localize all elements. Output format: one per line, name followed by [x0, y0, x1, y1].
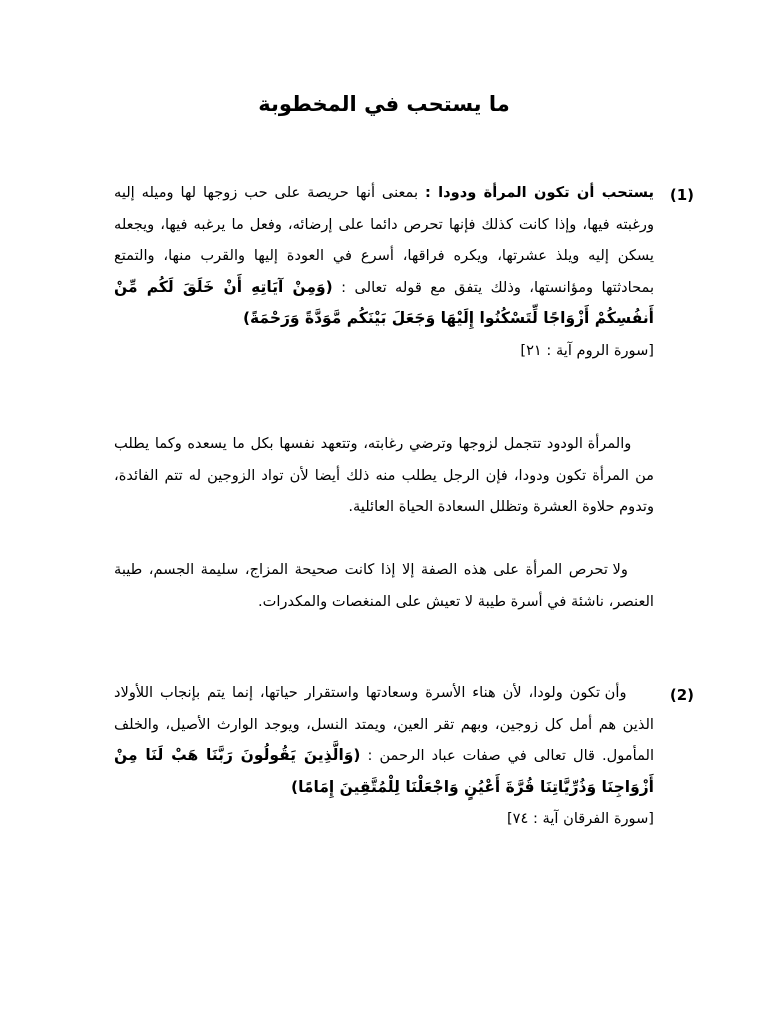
item-text: بمعنى أنها حريصة على حب زوجها لها وميله إليه ورغبته فيها، وإذا كانت كذلك فإنها تحرص دائما على إرضائه، وفعل ما يرغبه فيها، ويجعله يسكن إليه ويلذ عشرتها، ويكره فراقها، أسرع في العودة إليها والقرب منها، والتمتع بمحادثتها ومؤانستها، وذلك يتفق مع قوله تعالى : — [114, 184, 655, 296]
quran-verse: (وَالَّذِينَ يَقُولُونَ رَبَّنَا هَبْ لَنَا مِنْ أَزْوَاجِنَا وَذُرِّيَّاتِنَا قُرَّةَ أَعْيُنٍ وَاجْعَلْنَا لِلْمُتَّقِينَ إِمَامًا) — [114, 746, 654, 796]
item-paragraph — [114, 177, 654, 366]
item-heading: يستحب أن تكون المرأة ودودا : — [424, 184, 655, 201]
item-text: وأن تكون ولودا، لأن هناء الأسرة وسعادتها واستقرار حياتها، إنما يتم بإنجاب اللأولاد الذين هم أمل كل زوجين، وبهم تقر العين، ويمتد النسل، ويوجد الوارث الأصيل، والخلف المأمول. قال تعالى في صفات عباد الرحمن : — [114, 684, 655, 764]
item-number: (1) — [669, 186, 694, 204]
quran-verse: (وَمِنْ آيَاتِهِ أَنْ خَلَقَ لَكُم مِّنْ أَنفُسِكُمْ أَزْوَاجًا لِّتَسْكُنُوا إِلَيْهَا وَجَعَلَ بَيْنَكُم مَّوَدَّةً وَرَحْمَةً) — [114, 277, 654, 327]
item-number: (2) — [669, 686, 694, 704]
item-paragraph — [114, 677, 654, 835]
body-paragraph — [114, 554, 654, 617]
paragraph-text: ولا تحرص المرأة على هذه الصفة إلا إذا كانت صحيحة المزاج، سليمة الجسم، طيبة العنصر، ناشئة في أسرة طيبة لا تعيش على المنغصات والمكدرات. — [114, 561, 654, 610]
verse-reference: [سورة الروم آية : ٢١] — [520, 341, 654, 359]
verse-reference: [سورة الفرقان آية : ٧٤] — [506, 810, 654, 827]
body-paragraph — [114, 428, 654, 523]
page-title: ما يستحب في المخطوبة — [258, 92, 510, 116]
paragraph-text: والمرأة الودود تتجمل لزوجها وترضي رغابته، وتتعهد نفسها بكل ما يسعده وكما يطلب من المرأة تكون ودودا، فإن الرجل يطلب منه ذلك أيضا لأن تواد الزوجين له تتم الفائدة، وتدوم حلاوة العشرة وتظلل السعادة الحياة العائلية. — [114, 435, 654, 515]
